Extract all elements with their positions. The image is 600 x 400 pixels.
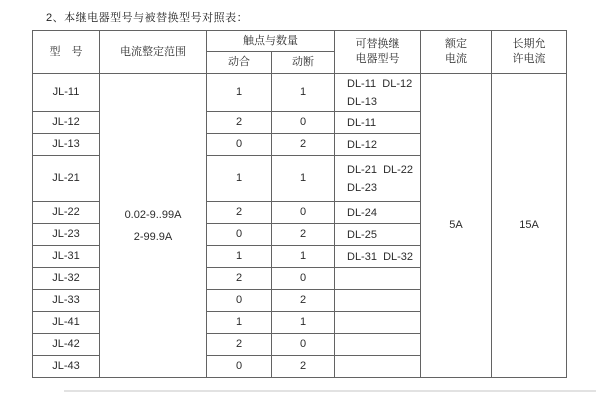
replaceable-model-line: DL-24 [347, 206, 377, 219]
normally-open-count-cell: 0 [207, 356, 272, 378]
replaceable-models-cell [335, 202, 421, 224]
model-cell: JL-12 [33, 112, 100, 134]
normally-closed-count-cell: 2 [272, 290, 335, 312]
normally-open-count-cell: 2 [207, 334, 272, 356]
header-rated-current [421, 31, 492, 74]
page-title: 2、本继电器型号与被替换型号对照表： [46, 12, 249, 24]
header-contacts-group: 触点与数量 [207, 31, 335, 52]
normally-closed-count-cell: 1 [272, 312, 335, 334]
header-normally-open: 动合 [207, 52, 272, 74]
normally-open-count-cell: 1 [207, 312, 272, 334]
normally-open-count-cell: 2 [207, 202, 272, 224]
page-bottom-rule [64, 390, 596, 392]
normally-open-count-cell: 1 [207, 156, 272, 202]
normally-closed-count-cell: 2 [272, 224, 335, 246]
normally-closed-count-cell: 0 [272, 202, 335, 224]
replaceable-models-cell [335, 134, 421, 156]
header-longterm-current [492, 31, 567, 74]
current-range-line: 0.02-9..99A [124, 208, 182, 221]
replaceable-model-line: DL-11 [347, 116, 377, 129]
normally-open-count-cell: 1 [207, 246, 272, 268]
model-cell: JL-21 [33, 156, 100, 202]
table-row [33, 74, 567, 112]
replaceable-model-line: DL-12 [347, 138, 377, 151]
normally-closed-count-cell: 0 [272, 112, 335, 134]
replaceable-models-cell [335, 112, 421, 134]
replaceable-models-cell [335, 224, 421, 246]
header-replaceable-line1: 可替换继 [355, 38, 400, 50]
normally-open-count-cell: 2 [207, 112, 272, 134]
rated-current-cell: 5A [421, 74, 492, 378]
normally-closed-count-cell: 0 [272, 334, 335, 356]
normally-open-count-cell: 0 [207, 134, 272, 156]
model-cell: JL-22 [33, 202, 100, 224]
current-range-cell [100, 74, 207, 378]
replaceable-models-cell [335, 246, 421, 268]
replaceable-model-line: DL-25 [347, 228, 377, 241]
header-replaceable [335, 31, 421, 74]
replaceable-models-cell [335, 312, 421, 334]
current-range-line: 2-99.9A [133, 230, 173, 243]
model-cell: JL-23 [33, 224, 100, 246]
model-cell: JL-32 [33, 268, 100, 290]
longterm-current-cell: 15A [492, 74, 567, 378]
normally-open-count-cell: 0 [207, 224, 272, 246]
header-model: 型 号 [33, 31, 100, 74]
header-row-1 [33, 31, 567, 52]
normally-closed-count-cell: 1 [272, 156, 335, 202]
normally-closed-count-cell: 2 [272, 356, 335, 378]
model-cell: JL-41 [33, 312, 100, 334]
model-cell: JL-13 [33, 134, 100, 156]
normally-closed-count-cell: 1 [272, 246, 335, 268]
model-cell: JL-11 [33, 74, 100, 112]
replaceable-model-line: DL-11 DL-12 [347, 77, 413, 90]
normally-closed-count-cell: 1 [272, 74, 335, 112]
replaceable-models-cell [335, 290, 421, 312]
normally-closed-count-cell: 0 [272, 268, 335, 290]
replaceable-models-cell [335, 74, 421, 112]
header-normally-closed: 动断 [272, 52, 335, 74]
header-replaceable-line2: 电器型号 [355, 53, 400, 65]
model-cell: JL-43 [33, 356, 100, 378]
replaceable-models-cell [335, 356, 421, 378]
replaceable-model-line: DL-31 DL-32 [347, 250, 414, 263]
header-longterm-line1: 长期允 [512, 38, 546, 50]
replaceable-model-line: DL-13 [347, 95, 377, 108]
replaceable-model-line: DL-23 [347, 181, 377, 194]
normally-closed-count-cell: 2 [272, 134, 335, 156]
normally-open-count-cell: 1 [207, 74, 272, 112]
table-header [33, 31, 567, 74]
table-body [33, 74, 567, 378]
replaceable-model-line: DL-21 DL-22 [347, 163, 414, 176]
header-current-range: 电流整定范围 [100, 31, 207, 74]
model-cell: JL-33 [33, 290, 100, 312]
header-longterm-line2: 许电流 [512, 53, 546, 65]
normally-open-count-cell: 2 [207, 268, 272, 290]
header-rated-line2: 电流 [445, 53, 467, 65]
replaceable-models-cell [335, 268, 421, 290]
relay-cross-reference-table [32, 30, 567, 378]
normally-open-count-cell: 0 [207, 290, 272, 312]
header-rated-line1: 额定 [445, 38, 467, 50]
replaceable-models-cell [335, 156, 421, 202]
replaceable-models-cell [335, 334, 421, 356]
model-cell: JL-31 [33, 246, 100, 268]
model-cell: JL-42 [33, 334, 100, 356]
